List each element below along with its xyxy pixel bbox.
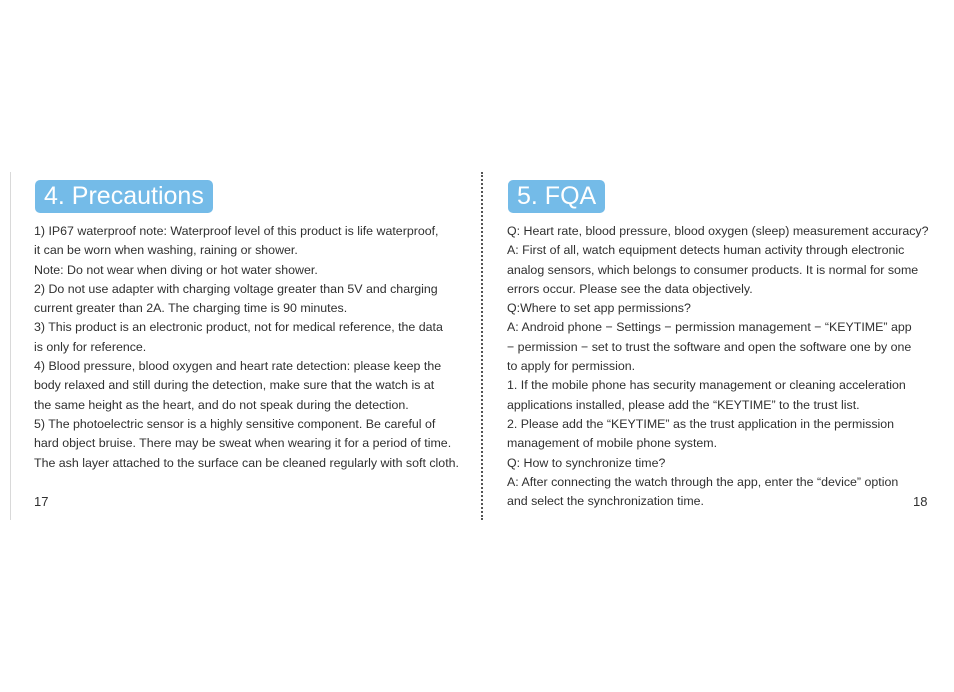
text-line: 2. Please add the “KEYTIME” as the trust application in the permission <box>507 416 895 431</box>
precautions-text <box>34 222 474 473</box>
text-line: 4) Blood pressure, blood oxygen and heart rate detection: please keep the <box>34 359 442 374</box>
text-line: A: Android phone − Settings − permission management − “KEYTIME” app <box>507 320 912 335</box>
text-line: Q: How to synchronize time? <box>507 455 666 470</box>
text-line: the same height as the heart, and do not speak during the detection. <box>34 397 409 412</box>
text-line: The ash layer attached to the surface can be cleaned regularly with soft cloth. <box>34 455 459 470</box>
text-line: 3) This product is an electronic product, not for medical reference, the data <box>34 320 443 335</box>
page-edge-left <box>10 172 11 520</box>
text-line: body relaxed and still during the detection, make sure that the watch is at <box>34 378 435 393</box>
text-line: is only for reference. <box>34 339 147 354</box>
fqa-text <box>507 222 937 511</box>
text-line: Note: Do not wear when diving or hot water shower. <box>34 262 318 277</box>
text-line: analog sensors, which belongs to consumer products. It is normal for some <box>507 262 919 277</box>
text-line: 1) IP67 waterproof note: Waterproof level of this product is life waterproof, <box>34 224 439 238</box>
text-line: it can be worn when washing, raining or shower. <box>34 243 298 258</box>
text-line: Q: Heart rate, blood pressure, blood oxygen (sleep) measurement accuracy? <box>507 224 929 238</box>
text-line: 1. If the mobile phone has security management or cleaning acceleration <box>507 378 906 393</box>
page-number: 18 <box>913 494 928 509</box>
text-line: hard object bruise. There may be sweat when wearing it for a period of time. <box>34 436 452 451</box>
text-line: to apply for permission. <box>507 359 636 374</box>
text-line: A: First of all, watch equipment detects human activity through electronic <box>507 243 905 258</box>
fqa-heading: 5. FQA <box>508 180 605 213</box>
text-line: 5) The photoelectric sensor is a highly sensitive component. Be careful of <box>34 416 436 431</box>
text-line: errors occur. Please see the data objectively. <box>507 281 753 296</box>
text-line: and select the synchronization time. <box>507 494 704 509</box>
text-line: current greater than 2A. The charging time is 90 minutes. <box>34 301 348 316</box>
text-line: Q:Where to set app permissions? <box>507 301 691 316</box>
text-line: − permission − set to trust the software and open the software one by one <box>507 339 912 354</box>
page-divider <box>481 172 483 520</box>
text-line: 2) Do not use adapter with charging voltage greater than 5V and charging <box>34 281 438 296</box>
text-line: management of mobile phone system. <box>507 436 718 451</box>
precautions-heading: 4. Precautions <box>35 180 213 213</box>
page-number: 17 <box>34 494 49 509</box>
text-line: A: After connecting the watch through the app, enter the “device” option <box>507 474 899 489</box>
text-line: applications installed, please add the “KEYTIME” to the trust list. <box>507 397 860 412</box>
